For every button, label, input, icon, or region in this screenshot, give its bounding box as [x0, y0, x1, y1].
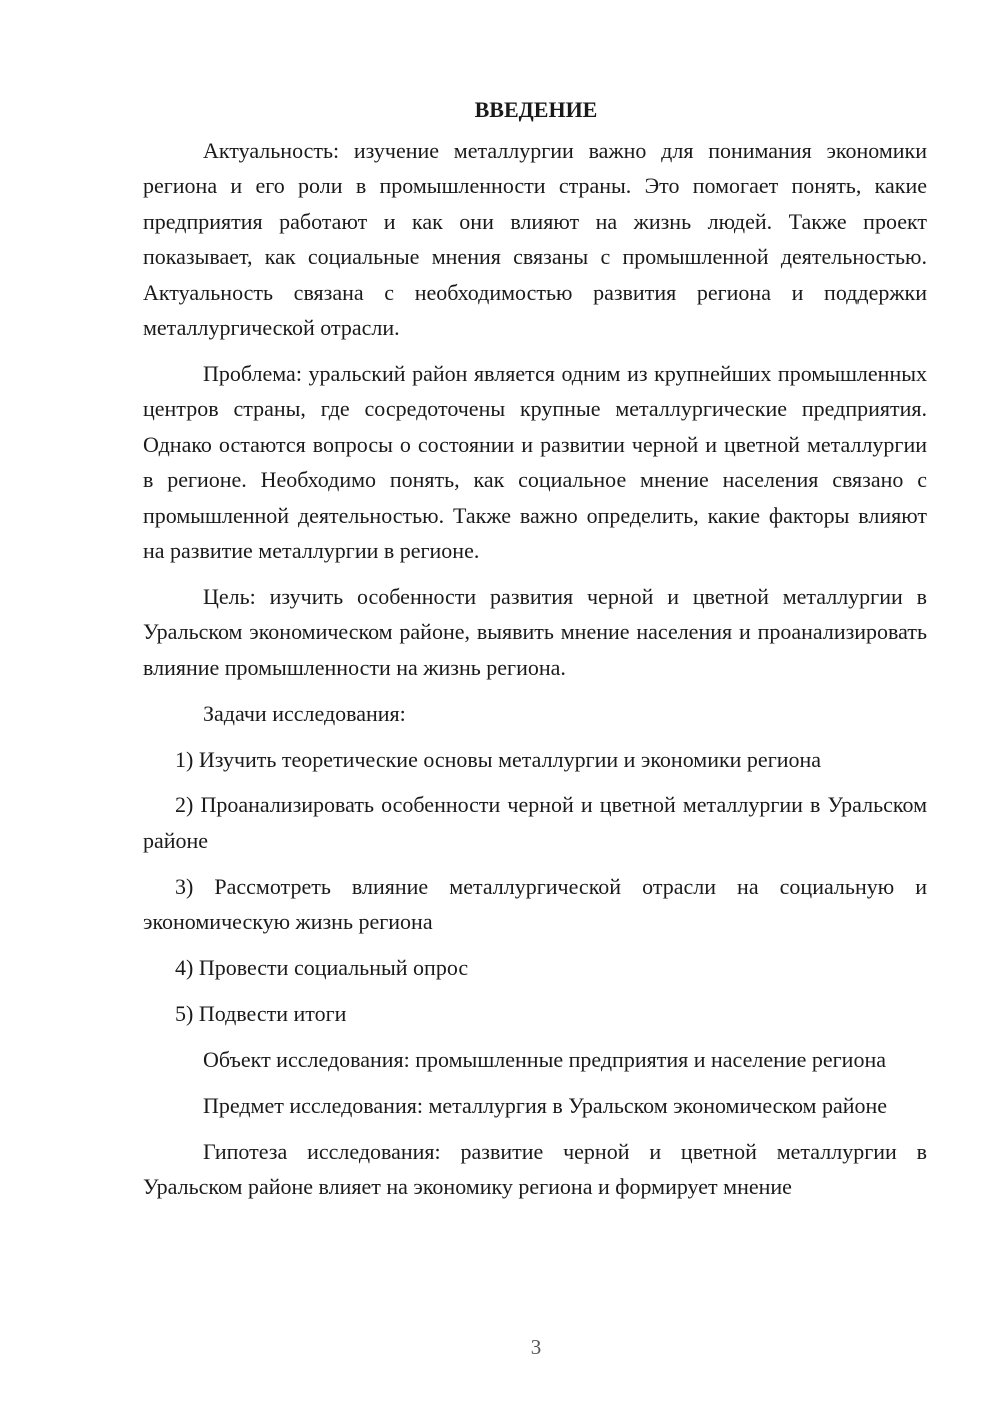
task-item-1: 1) Изучить теоретические основы металлургии и экономики региона: [175, 746, 822, 772]
task-item-2: 2) Проанализировать особенности черной и цветной металлургии в Уральском районе: [143, 792, 927, 853]
page-title: ВВЕДЕНИЕ: [474, 97, 598, 122]
hypothesis-paragraph: Гипотеза исследования: развитие черной и цветной металлургии в Уральском районе влияет на экономику региона и формирует мнение: [143, 1138, 927, 1200]
page-number: 3: [530, 1335, 542, 1359]
task-item-3: 3) Рассмотреть влияние металлургической отрасли на социальную и экономическую жизнь региона: [143, 873, 927, 935]
task-item-5: 5) Подвести итоги: [175, 1000, 347, 1026]
subject-paragraph: Предмет исследования: металлургия в Уральском экономическом районе: [203, 1092, 888, 1118]
goal-paragraph: Цель: изучить особенности развития черной и цветной металлургии в Уральском экономическом районе, выявить мнение населения и проанализировать влияние промышленности на жизнь региона.: [143, 583, 927, 680]
tasks-heading: Задачи исследования:: [203, 700, 406, 726]
relevance-paragraph: Актуальность: изучение металлургии важно для понимания экономики региона и его роли в промышленности страны. Это помогает понять, какие предприятия работают и как они влияют на жизнь людей. Также проект показывает, как социальные мнения связаны с промышленной деятельностью. Актуальность связана с необходимостью развития региона и поддержки металлургической отрасли.: [143, 138, 927, 341]
page-content: [143, 92, 927, 1215]
problem-paragraph: Проблема: уральский район является одним из крупнейших промышленных центров страны, где сосредоточены крупные металлургические предприятия. Однако остаются вопросы о состоянии и развитии черной и цветной металлургии в регионе. Необходимо понять, как социальное мнение населения связано с промышленной деятельностью. Также важно определить, какие факторы влияют на развитие металлургии в регионе.: [143, 360, 927, 563]
task-item-4: 4) Провести социальный опрос: [175, 955, 469, 981]
object-paragraph: Объект исследования: промышленные предприятия и население региона: [203, 1046, 886, 1072]
